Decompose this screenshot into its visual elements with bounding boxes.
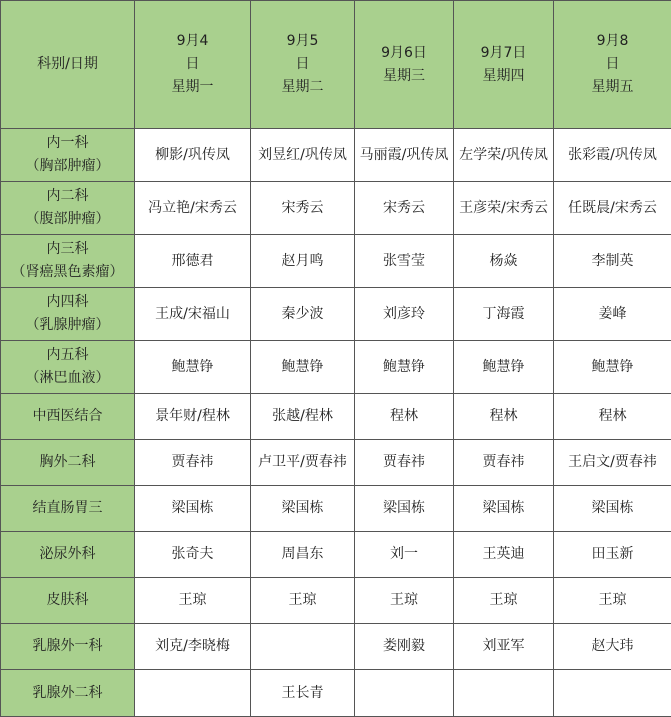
table-row [1,129,671,182]
dept-cell: 结直肠胃三 [1,486,135,532]
doctor-cell: 娄刚毅 [355,624,454,670]
table-row [1,288,671,341]
day-date: 9月5 [251,30,354,53]
table-row [1,486,671,532]
dept-cell [1,182,135,235]
table-row [1,182,671,235]
table-row [1,394,671,440]
day-ri: 日 [554,53,671,76]
corner-cell: 科别/日期 [1,1,135,129]
day-date: 9月8 [554,30,671,53]
day-ri: 日 [251,53,354,76]
doctor-cell: 王琼 [135,578,251,624]
doctor-cell: 王琼 [454,578,554,624]
doctor-cell: 李制英 [554,235,671,288]
day-date: 9月4 [135,30,250,53]
dept-sub: （肾癌黑色素瘤） [1,261,134,284]
dept-sub: （乳腺肿瘤） [1,314,134,337]
day-date: 9月7日 [454,42,553,65]
doctor-cell: 邢德君 [135,235,251,288]
day-weekday: 星期二 [251,76,354,99]
dept-name: 内五科 [1,344,134,367]
day-header-2 [251,1,355,129]
doctor-cell: 丁海霞 [454,288,554,341]
doctor-cell: 王长青 [251,670,355,717]
doctor-cell: 梁国栋 [355,486,454,532]
doctor-cell [355,670,454,717]
doctor-cell [251,624,355,670]
doctor-cell: 程林 [554,394,671,440]
doctor-cell: 贾春祎 [355,440,454,486]
day-header-4 [454,1,554,129]
doctor-cell: 周昌东 [251,532,355,578]
doctor-cell: 赵大玮 [554,624,671,670]
table-row [1,532,671,578]
doctor-cell: 鲍慧铮 [454,341,554,394]
doctor-cell: 刘彦玲 [355,288,454,341]
doctor-cell: 鲍慧铮 [554,341,671,394]
dept-name: 内三科 [1,238,134,261]
day-date: 9月6日 [355,42,453,65]
doctor-cell: 梁国栋 [251,486,355,532]
header-row [1,1,671,129]
doctor-cell: 梁国栋 [554,486,671,532]
dept-sub: （淋巴血液） [1,367,134,390]
table-row [1,235,671,288]
doctor-cell: 王琼 [251,578,355,624]
doctor-cell: 张越/程林 [251,394,355,440]
doctor-cell: 梁国栋 [135,486,251,532]
dept-cell [1,129,135,182]
doctor-cell: 任既晨/宋秀云 [554,182,671,235]
dept-cell [1,235,135,288]
table-row [1,578,671,624]
doctor-cell: 梁国栋 [454,486,554,532]
dept-name: 内四科 [1,291,134,314]
doctor-cell: 刘克/李晓梅 [135,624,251,670]
dept-cell: 中西医结合 [1,394,135,440]
table-row [1,440,671,486]
dept-name: 内二科 [1,185,134,208]
doctor-cell: 左学荣/巩传凤 [454,129,554,182]
doctor-cell [554,670,671,717]
doctor-cell: 卢卫平/贾春祎 [251,440,355,486]
doctor-cell: 鲍慧铮 [251,341,355,394]
dept-cell: 皮肤科 [1,578,135,624]
dept-sub: （腹部肿瘤） [1,208,134,231]
doctor-cell: 王琼 [554,578,671,624]
table-row [1,624,671,670]
doctor-cell: 刘昱红/巩传凤 [251,129,355,182]
doctor-cell: 杨焱 [454,235,554,288]
doctor-cell: 鲍慧铮 [135,341,251,394]
dept-cell [1,288,135,341]
doctor-cell: 景年财/程林 [135,394,251,440]
table-row [1,670,671,717]
doctor-cell: 刘亚军 [454,624,554,670]
doctor-cell: 王成/宋福山 [135,288,251,341]
doctor-cell: 宋秀云 [251,182,355,235]
day-header-1 [135,1,251,129]
doctor-cell [454,670,554,717]
table-row [1,341,671,394]
dept-cell: 乳腺外二科 [1,670,135,717]
doctor-cell: 刘一 [355,532,454,578]
doctor-cell: 柳影/巩传凤 [135,129,251,182]
day-ri: 日 [135,53,250,76]
doctor-cell: 张彩霞/巩传凤 [554,129,671,182]
doctor-cell: 贾春祎 [135,440,251,486]
doctor-cell: 王英迪 [454,532,554,578]
doctor-cell: 程林 [355,394,454,440]
doctor-cell: 田玉新 [554,532,671,578]
doctor-cell: 宋秀云 [355,182,454,235]
dept-cell: 泌尿外科 [1,532,135,578]
doctor-cell: 冯立艳/宋秀云 [135,182,251,235]
doctor-cell: 赵月鸣 [251,235,355,288]
doctor-cell: 王琼 [355,578,454,624]
dept-sub: （胸部肿瘤） [1,155,134,178]
doctor-cell: 鲍慧铮 [355,341,454,394]
day-header-5 [554,1,671,129]
day-weekday: 星期一 [135,76,250,99]
dept-cell: 胸外二科 [1,440,135,486]
doctor-cell: 张奇夫 [135,532,251,578]
doctor-cell: 贾春祎 [454,440,554,486]
day-header-3 [355,1,454,129]
day-weekday: 星期三 [355,65,453,88]
doctor-cell: 张雪莹 [355,235,454,288]
day-weekday: 星期四 [454,65,553,88]
doctor-cell: 王启文/贾春祎 [554,440,671,486]
dept-cell [1,341,135,394]
doctor-cell: 程林 [454,394,554,440]
dept-cell: 乳腺外一科 [1,624,135,670]
day-weekday: 星期五 [554,76,671,99]
doctor-cell: 王彦荣/宋秀云 [454,182,554,235]
dept-name: 内一科 [1,132,134,155]
doctor-cell: 秦少波 [251,288,355,341]
doctor-cell: 马丽霞/巩传凤 [355,129,454,182]
doctor-cell: 姜峰 [554,288,671,341]
doctor-cell [135,670,251,717]
